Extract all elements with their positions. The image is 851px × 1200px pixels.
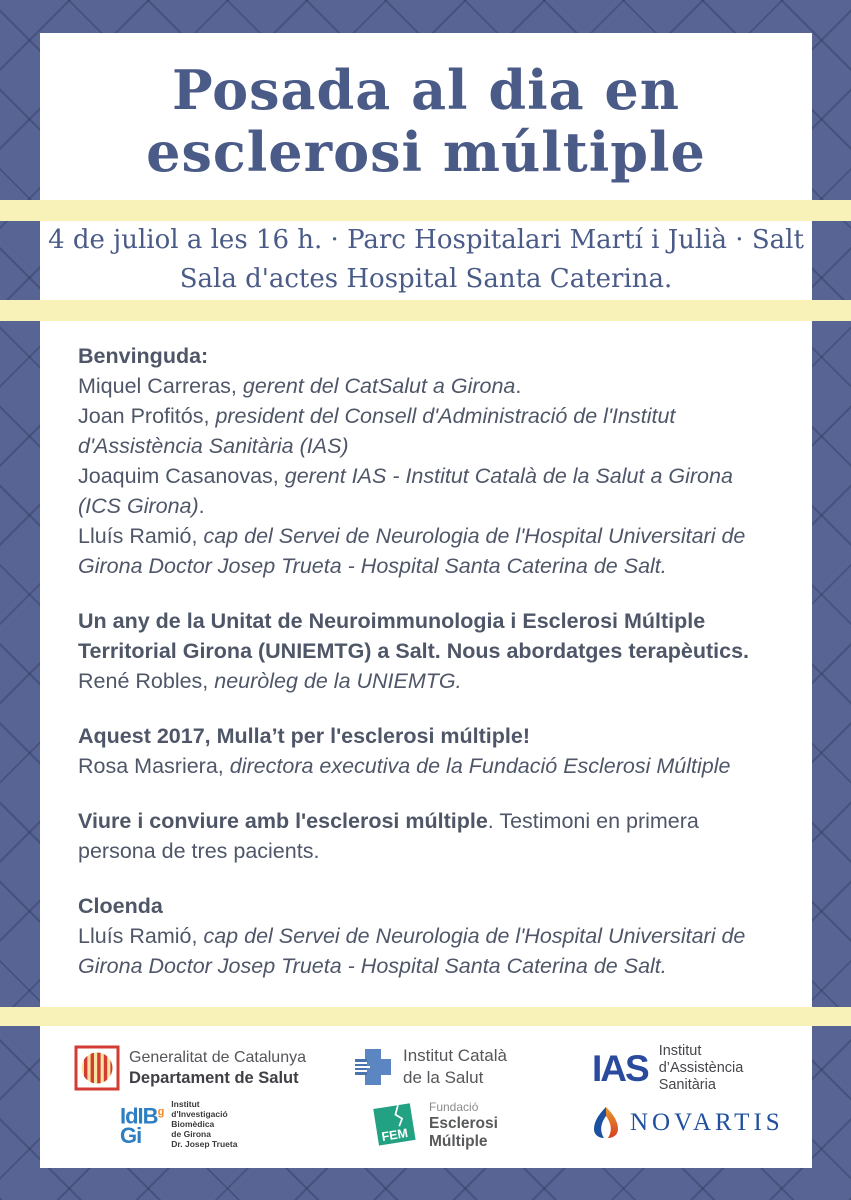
yellow-stripe-middle (0, 300, 851, 321)
program-line (78, 921, 780, 981)
idibgi-mark-bottom: Gi (120, 1122, 142, 1148)
program-block (78, 341, 780, 581)
ics-line1: Institut Català (403, 1046, 507, 1065)
program-text: Aquest 2017, Mulla’t per l'esclerosi múltiple! (78, 724, 530, 748)
yellow-stripe-top (0, 200, 851, 221)
program-text: Benvinguda: (78, 344, 209, 368)
program-text: René Robles, (78, 669, 215, 693)
program-line (78, 371, 780, 401)
idibgi-logo-icon (120, 1103, 164, 1148)
program-text: . Testimoni en primera persona de tres pacients. (78, 809, 699, 863)
program (78, 341, 780, 1006)
program-text: Rosa Masriera, (78, 754, 230, 778)
program-text: directora executiva de la Fundació Esclerosi Múltiple (229, 754, 731, 778)
program-text: Viure i conviure amb l'esclerosi múltiple (78, 809, 488, 833)
program-line (78, 891, 780, 921)
gencat-logo-text (129, 1048, 306, 1088)
program-line (78, 806, 780, 866)
ics-line2: de la Salut (403, 1068, 484, 1087)
idibgi-mark-sup: g (157, 1106, 164, 1119)
program-text: gerent del CatSalut a Girona (242, 374, 516, 398)
program-line (78, 521, 780, 581)
ias-line1: Institut (658, 1043, 702, 1059)
novartis-wordmark: NOVARTIS (630, 1109, 784, 1136)
idibgi-line5: Dr. Josep Trueta (171, 1139, 238, 1149)
idibgi-line1: Institut (171, 1099, 200, 1109)
idibgi-line3: Biomèdica (171, 1119, 215, 1129)
svg-text:FEM: FEM (380, 1126, 409, 1144)
idibgi-line4: de Girona (171, 1129, 211, 1139)
fem-line3: Múltiple (429, 1132, 488, 1150)
fem-logo-text (429, 1100, 498, 1151)
program-text: Lluís Ramió, (78, 524, 204, 548)
fem-logo (368, 1099, 498, 1151)
program-text: . (198, 494, 205, 518)
program-text: president del Consell d'Administració de l'Institut d'Assistència Sanitària (IAS) (78, 404, 676, 458)
ias-logo-icon: IAS (592, 1047, 648, 1089)
event-details (40, 221, 812, 299)
event-title-line1: Posada al dia en (171, 58, 681, 122)
program-block (78, 806, 780, 866)
ics-cross-icon (352, 1046, 394, 1088)
program-block (78, 721, 780, 781)
ics-logo (352, 1045, 507, 1089)
program-line (78, 751, 780, 781)
program-text: cap del Servei de Neurologia de l'Hospital Universitari de Girona Doctor Josep Trueta - Hospital Santa Caterina de Salt. (78, 924, 746, 978)
ias-logo-text (659, 1043, 744, 1094)
idibgi-logo-text (171, 1099, 237, 1149)
idibgi-line2: d'Investigació (171, 1109, 228, 1119)
ias-logo (592, 1043, 743, 1094)
program-block (78, 606, 780, 696)
event-title-line2: esclerosi múltiple (146, 120, 706, 184)
gencat-logo (74, 1045, 306, 1091)
fem-line2: Esclerosi (429, 1114, 498, 1132)
program-text: cap del Servei de Neurologia de l'Hospital Universitari de Girona Doctor Josep Trueta - Hospital Santa Caterina de Salt. (78, 524, 746, 578)
program-line (78, 461, 780, 521)
poster-header (40, 59, 812, 183)
event-date-location: 4 de juliol a les 16 h. · Parc Hospitalari Martí i Julià · Salt (48, 225, 804, 255)
idibgi-logo (120, 1099, 237, 1149)
program-line (78, 721, 780, 751)
program-text: Miquel Carreras, (78, 374, 243, 398)
gencat-line1: Generalitat de Catalunya (129, 1049, 306, 1066)
program-line (78, 401, 780, 461)
program-text: Joan Profitós, (78, 404, 216, 428)
program-line (78, 341, 780, 371)
program-text: . (515, 374, 522, 398)
ias-line2: d’Assistència (658, 1060, 744, 1076)
yellow-stripe-bottom (0, 1007, 851, 1026)
idibgi-mark-top: IdIB (120, 1103, 158, 1129)
ics-logo-text (403, 1045, 507, 1089)
novartis-flame-icon (590, 1105, 622, 1141)
gencat-shield-icon (74, 1045, 120, 1091)
ias-line3: Sanitària (658, 1077, 716, 1093)
program-line (78, 606, 780, 666)
gencat-line2: Departament de Salut (129, 1069, 299, 1087)
novartis-logo (590, 1105, 784, 1141)
program-text: Un any de la Unitat de Neuroimmunologia i Esclerosi Múltiple Territorial Girona (UNIEMTG) a Salt. Nous abordatges terapèutics. (78, 609, 750, 663)
event-venue: Sala d'actes Hospital Santa Caterina. (179, 264, 673, 294)
fem-square-icon (368, 1099, 420, 1151)
program-text: gerent IAS - Institut Català de la Salut a Girona (ICS Girona) (78, 464, 733, 518)
program-block (78, 891, 780, 981)
program-text: neuròleg de la UNIEMTG. (214, 669, 462, 693)
fem-line1: Fundació (429, 1099, 479, 1114)
program-text: Cloenda (78, 894, 163, 918)
program-line (78, 666, 780, 696)
program-text: Joaquim Casanovas, (78, 464, 285, 488)
program-text: Lluís Ramió, (78, 924, 204, 948)
